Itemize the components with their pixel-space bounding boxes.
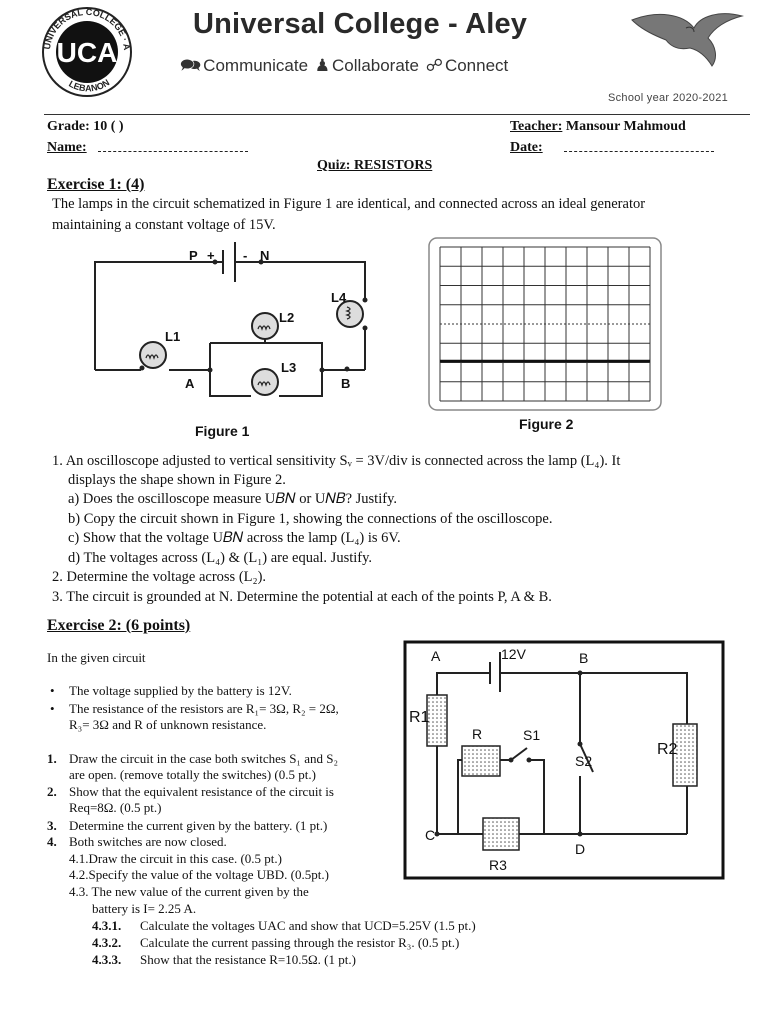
e2-label-r2: R2 xyxy=(657,741,678,758)
figure1-circuit xyxy=(85,238,385,448)
teacher-value: Mansour Mahmoud xyxy=(565,119,686,134)
name-field xyxy=(47,140,248,156)
name-label: Name: xyxy=(47,140,87,155)
label-p: P xyxy=(189,248,198,263)
label-l4: L4 xyxy=(331,290,347,305)
e2-q1-num: 1. xyxy=(47,751,57,766)
svg-text:UCA: UCA xyxy=(56,37,118,68)
people-icon: ♟ xyxy=(314,56,331,75)
resistor-r1 xyxy=(427,695,447,746)
e2-label-r: R xyxy=(472,726,483,742)
label-l2: L2 xyxy=(279,310,295,325)
e2-q432-num: 4.3.2. xyxy=(92,935,122,950)
e2-q433-num: 4.3.3. xyxy=(92,952,122,967)
e2-q432: Calculate the current passing through the resistor R₃. (0.5 pt.) xyxy=(140,935,460,950)
e2-q2-line2: Req=8Ω. (0.5 pt.) xyxy=(69,800,162,815)
e2-q431-num: 4.3.1. xyxy=(92,918,122,933)
e2-label-d: D xyxy=(575,841,586,857)
name-blank xyxy=(98,143,248,152)
label-b: B xyxy=(341,376,351,391)
e2-q43-line2: battery is I= 2.25 A. xyxy=(92,901,197,916)
quiz-title: Quiz: RESISTORS xyxy=(317,158,433,173)
e1-q1-line2: displays the shape shown in Figure 2. xyxy=(68,472,286,488)
e2-q431: Calculate the voltages UAC and show that UCD=5.25V (1.5 pt.) xyxy=(140,918,476,933)
e2-label-12v: 12V xyxy=(501,646,526,662)
e2-label-s2: S2 xyxy=(575,753,593,769)
e2-bullet2-line2: R₃= 3Ω and R of unknown resistance. xyxy=(69,717,267,732)
e1-q1-line1: 1. An oscilloscope adjusted to vertical sensitivity Sᵥ = 3V/div is connected across the lamp (L₄). It xyxy=(52,453,621,469)
e2-intro: In the given circuit xyxy=(47,650,146,665)
exercise1-intro-line1: The lamps in the circuit schematized in Figure 1 are identical, and connected across an ideal generator xyxy=(52,196,646,212)
e2-label-b: B xyxy=(579,650,589,666)
e2-label-s1: S1 xyxy=(523,727,541,743)
tagline-collaborate: Collaborate xyxy=(332,56,419,75)
header-divider xyxy=(44,114,750,115)
globe-icon: ☍ xyxy=(425,56,443,75)
label-n: N xyxy=(260,248,270,263)
e2-q43-line1: 4.3. The new value of the current given by the xyxy=(69,884,309,899)
school-name: Universal College - Aley xyxy=(193,8,528,40)
e1-q3: 3. The circuit is grounded at N. Determine the potential at each of the points P, A & B. xyxy=(52,589,552,605)
tagline-communicate: Communicate xyxy=(203,56,309,75)
grade-field xyxy=(47,119,124,135)
eagle-logo-icon xyxy=(628,6,746,70)
svg-text:LEBANON: LEBANON xyxy=(67,77,112,94)
e2-bullet2-line1: The resistance of the resistors are R₁= 3Ω, R₂ = 2Ω, xyxy=(69,701,339,716)
e2-q3: Determine the current given by the battery. (1 pt.) xyxy=(69,818,328,833)
e2-label-a: A xyxy=(431,648,441,664)
teacher-label: Teacher: xyxy=(510,119,563,134)
e2-q2-num: 2. xyxy=(47,784,57,799)
e1-q1a: a) Does the oscilloscope measure U𝐵𝑁 or U𝑁𝐵? Justify. xyxy=(68,491,398,507)
e2-bullet1: The voltage supplied by the battery is 12V. xyxy=(69,683,292,698)
school-tagline xyxy=(180,53,510,82)
date-field xyxy=(510,140,714,156)
school-year: School year 2020-2021 xyxy=(608,92,729,104)
figure2-caption: Figure 2 xyxy=(519,416,574,432)
e2-q433: Show that the resistance R=10.5Ω. (1 pt.) xyxy=(140,952,356,967)
speech-bubbles-icon: 🗪 xyxy=(180,56,202,75)
e1-q1c: c) Show that the voltage U𝐵𝑁 across the lamp (L₄) is 6V. xyxy=(68,530,401,546)
e2-q41: 4.1.Draw the circuit in this case. (0.5 pt.) xyxy=(69,851,282,866)
e2-bullet2-marker: • xyxy=(50,701,55,716)
exercise2-circuit xyxy=(403,640,727,882)
e2-q4: Both switches are now closed. xyxy=(69,834,227,849)
e2-q42: 4.2.Specify the value of the voltage UBD. (0.5pt.) xyxy=(69,867,329,882)
label-l3: L3 xyxy=(281,360,297,375)
svg-text:UNIVERSAL COLLEGE · ALEY: UNIVERSAL COLLEGE · A xyxy=(42,6,133,51)
figure1-caption: Figure 1 xyxy=(195,423,250,439)
e2-label-c: C xyxy=(425,827,436,843)
exercise1-intro-line2: maintaining a constant voltage of 15V. xyxy=(52,217,276,233)
e1-q1d: d) The voltages across (L₄) & (L₁) are equal. Justify. xyxy=(68,550,373,566)
teacher-field xyxy=(510,119,686,135)
e1-q1b: b) Copy the circuit shown in Figure 1, showing the connections of the oscilloscope. xyxy=(68,511,553,527)
grade-value: 10 ( ) xyxy=(93,119,124,134)
e2-q3-num: 3. xyxy=(47,818,57,833)
resistor-r3 xyxy=(483,818,519,850)
resistor-r xyxy=(462,746,500,776)
label-a: A xyxy=(185,376,195,391)
label-l1: L1 xyxy=(165,329,181,344)
exercise1-title: Exercise 1: (4) xyxy=(47,176,145,193)
e2-q1-line1: Draw the circuit in the case both switches S₁ and S₂ xyxy=(69,751,339,766)
e2-q2-line1: Show that the equivalent resistance of the circuit is xyxy=(69,784,334,799)
e2-q1-line2: are open. (remove totally the switches) (0.5 pt.) xyxy=(69,767,316,782)
tagline-connect: Connect xyxy=(444,56,509,75)
exercise2-title: Exercise 2: (6 points) xyxy=(47,617,191,634)
e1-q2: 2. Determine the voltage across (L₂). xyxy=(52,569,267,585)
grade-label: Grade: xyxy=(47,119,90,134)
date-label: Date: xyxy=(510,140,543,155)
e2-bullet1-marker: • xyxy=(50,683,55,698)
school-logo xyxy=(28,6,146,98)
label-minus: - xyxy=(243,248,248,263)
e2-label-r3: R3 xyxy=(489,857,507,873)
label-plus: + xyxy=(207,248,215,263)
e2-label-r1: R1 xyxy=(409,709,430,726)
date-blank xyxy=(564,143,714,152)
figure2-oscilloscope xyxy=(428,237,662,411)
e2-q4-num: 4. xyxy=(47,834,57,849)
